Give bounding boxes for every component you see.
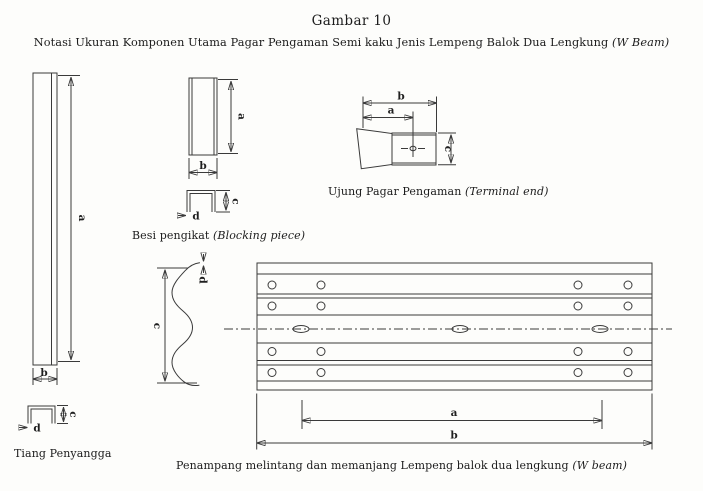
terminal-dim-c-label: c [442, 145, 454, 153]
figure-subtitle-italic: (W Beam) [612, 36, 670, 49]
blocking-piece-caption-italic: (Blocking piece) [213, 229, 306, 242]
bolt-hole [317, 281, 325, 289]
bolt-hole [574, 348, 582, 356]
blocking-channel-inner [190, 194, 212, 213]
wbeam-plan-caption-italic: (W beam) [572, 459, 628, 472]
post-bracket-dim-d-label: d [33, 422, 41, 435]
blocking-piece-body [189, 78, 217, 155]
terminal-flare [357, 129, 392, 169]
bolt-hole [624, 302, 632, 310]
terminal-box [392, 133, 436, 165]
wbeam-plan-caption-text: Penampang melintang dan memanjang Lempeng balok dua lengkung [176, 459, 569, 472]
post-body [33, 73, 57, 365]
post-caption [14, 447, 112, 460]
terminal-end-caption [328, 185, 548, 198]
terminal-dim-a-label: a [387, 104, 395, 117]
blocking-piece-diagram [178, 78, 248, 223]
figure-subtitle-text: Notasi Ukuran Komponen Utama Pagar Pengaman Semi kaku Jenis Lempeng Balok Dua Lengkung [33, 36, 609, 49]
post-bracket-dim-c-label: c [67, 411, 79, 418]
bolt-hole [574, 302, 582, 310]
bolt-hole [574, 369, 582, 377]
wbeam-plan-diagram [224, 263, 672, 450]
bolt-hole [317, 302, 325, 310]
blocking-dim-b-label: b [199, 160, 207, 172]
bolt-hole [624, 348, 632, 356]
bolt-hole [268, 302, 276, 310]
bolt-hole [624, 369, 632, 377]
post-diagram [33, 73, 88, 385]
post-caption-text: Tiang Penyangga [14, 447, 112, 460]
blocking-piece-caption-text: Besi pengikat [132, 229, 210, 242]
blocking-channel-dim-c-label: c [229, 198, 242, 205]
terminal-end-caption-italic: (Terminal end) [465, 185, 549, 198]
section-dim-d-label: d [196, 276, 209, 284]
post-bracket-diagram [19, 406, 79, 435]
terminal-end-caption-text: Ujung Pagar Pengaman [328, 185, 462, 198]
wbeam-profile-curve [172, 263, 200, 386]
bolt-hole [268, 281, 276, 289]
terminal-dim-b-label: b [397, 90, 405, 103]
bolt-hole [268, 348, 276, 356]
bolt-hole [268, 369, 276, 377]
bolt-hole [574, 281, 582, 289]
terminal-end-diagram [357, 91, 456, 169]
post-dim-a-label: a [76, 214, 88, 222]
blocking-piece-caption [132, 229, 305, 242]
plan-dim-b-label: b [450, 429, 458, 442]
section-dim-c-label: c [151, 322, 163, 330]
post-dim-b-label: b [40, 367, 48, 379]
bolt-hole [317, 369, 325, 377]
wbeam-section-diagram [151, 254, 209, 385]
blocking-channel-dim-d-label: d [192, 210, 200, 223]
blocking-dim-a-label: a [235, 113, 248, 120]
figure-title: Gambar 10 [311, 13, 392, 29]
wbeam-plan-caption [176, 459, 627, 472]
plan-dim-a-label: a [450, 407, 458, 419]
post-bracket-inner [31, 409, 52, 424]
bolt-hole [317, 348, 325, 356]
bolt-hole [624, 281, 632, 289]
